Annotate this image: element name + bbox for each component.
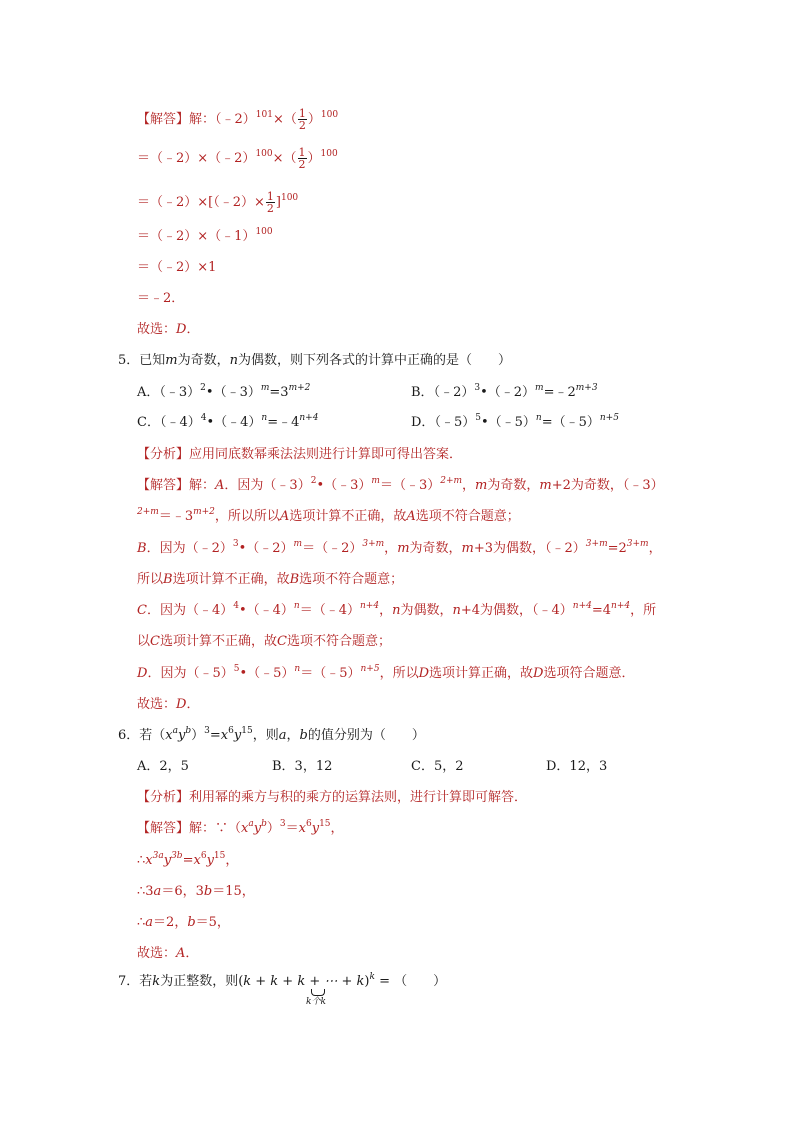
q6-answer: 故选：A．: [137, 946, 199, 961]
q4-solution-line-6: ＝﹣2．: [137, 291, 185, 306]
q5-solution-line-4: 所以B选项计算不正确，故B选项不符合题意；: [137, 572, 404, 587]
q4-answer: 故选：D．: [137, 322, 200, 337]
q5-option-d[interactable]: D．（﹣5）$^5$•（﹣5）$^n$=（﹣5）$^{n+5}$: [411, 413, 619, 430]
q6-solution-line-3: ∴3a＝6，3b＝15，: [137, 884, 255, 899]
sum-expression: k + k + k + ⋯ + k: [243, 974, 365, 989]
q4-solution-line-2: ＝（﹣2）×（﹣2）$^{100}$×（ $\frac{1}{2}$ ）$^{100}$: [137, 146, 338, 171]
q5-solution-line-1: 【解答】解：A．因为（﹣3）$^2$•（﹣3）$^m$＝（﹣3）$^{2+m}$，m为奇数，m+2为奇数，（﹣3）: [137, 476, 664, 493]
q6-option-a[interactable]: A．2，5: [137, 759, 189, 774]
fraction: $\frac{1}{2}$: [298, 146, 306, 171]
q5-solution-line-5: C．因为（﹣4）$^4$•（﹣4）$^n$＝（﹣4）$^{n+4}$，n为偶数，n+4为偶数，$(﹣4)^{n+4}=4^{n+4}$，所: [137, 601, 657, 618]
q6-solution-line-2: $\therefore x^{3a}y^{3b}=x^6y^{15}$，: [137, 851, 239, 868]
q4-solution-line-5: ＝（﹣2）×1: [137, 260, 217, 275]
q5-answer: 故选：D．: [137, 697, 200, 712]
q5-solution-line-7: D．因为（﹣5）$^5$•（﹣5）$^n$＝（﹣5）$^{n+5}$，所以D选项计算正确，故D选项符合题意．: [137, 664, 635, 681]
q6-option-b[interactable]: B．3，12: [272, 759, 333, 774]
q4-solution-line-3: ＝（﹣2）×[（﹣2）× $\frac{1}{2}$ ]$^{100}$: [137, 190, 299, 215]
q5-option-c[interactable]: C．$(﹣4)^4•(﹣4)^n=﹣4^{n+4}$: [137, 413, 319, 430]
q6-analysis: 【分析】利用幂的乘方与积的乘方的运算法则，进行计算即可解答．: [137, 790, 528, 805]
analysis-tag: 【分析】: [137, 447, 190, 462]
q6-stem: 6．若$(x^ay^b)^3=x^6y^{15}$，则a，b的值分别为（ ）: [118, 726, 425, 743]
q5-option-b[interactable]: B．$(﹣2)^3•(﹣2)^m=﹣2^{m+3}$: [411, 383, 598, 400]
q5-stem: 5．已知m为奇数，n为偶数，则下列各式的计算中正确的是（ ）: [118, 353, 512, 368]
question-number: 7．: [118, 974, 140, 989]
underbrace: [311, 989, 325, 996]
q6-solution-line-1: 【解答】解：$\because(x^ay^b)^3=x^6y^{15}$，: [137, 819, 344, 836]
analysis-tag: 【分析】: [137, 790, 190, 805]
q4-solution-line-1: 【解答】解：（﹣2）$^{101}$×（ $\frac{1}{2}$ ）$^{100}$: [137, 107, 339, 132]
fraction: $\frac{1}{2}$: [266, 190, 274, 215]
underbrace-label: k个k: [306, 997, 326, 1007]
solution-tag: 【解答】: [137, 112, 190, 127]
q7-stem: 7．若k为正整数，则(k + k + k + ⋯ + k)$^k$ = （ ）: [118, 972, 447, 989]
q6-solution-line-4: ∴a＝2，b＝5，: [137, 915, 230, 930]
q5-solution-line-3: B．因为（﹣2）$^3$•（﹣2）$^m$＝（﹣2）$^{3+m}$，m为奇数，m+3为偶数，$(﹣2)^{3+m}=2^{3+m}$，: [137, 539, 662, 556]
q5-solution-line-6: 以C选项计算不正确，故C选项不符合题意；: [137, 634, 391, 649]
q6-option-d[interactable]: D．12，3: [546, 759, 608, 774]
q5-analysis: 【分析】应用同底数幂乘法法则进行计算即可得出答案．: [137, 447, 463, 462]
q6-option-c[interactable]: C．5，2: [411, 759, 464, 774]
fraction: $\frac{1}{2}$: [298, 107, 306, 132]
q4-solution-line-4: ＝（﹣2）×（﹣1）$^{100}$: [137, 227, 273, 244]
q5-option-a[interactable]: A．$(﹣3)^2•(﹣3)^m=3^{m+2}$: [137, 383, 311, 400]
question-number: 5．: [118, 353, 140, 368]
question-number: 6．: [118, 728, 140, 743]
q5-solution-line-2: $^{2+m}=﹣3^{m+2}$，所以所以A选项计算不正确，故A选项不符合题意；: [137, 507, 520, 524]
